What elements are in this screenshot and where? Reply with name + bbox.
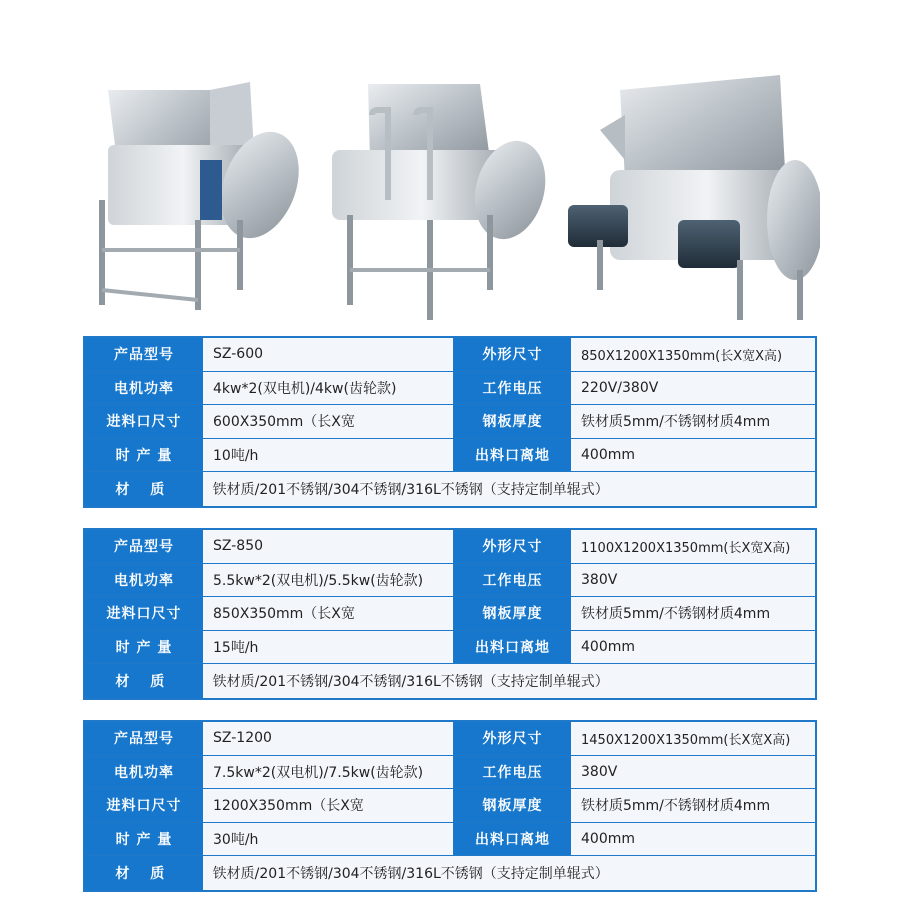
spec-table-sz-850: [83, 528, 817, 700]
spec-row: [85, 530, 815, 564]
spec-row: [85, 372, 815, 406]
value-size: 850X1200X1350mm(长X宽X高): [571, 338, 815, 371]
spec-row: [85, 597, 815, 631]
value-model: SZ-600: [203, 338, 453, 371]
spec-row: [85, 856, 815, 890]
label-outlet: 出料口离地: [453, 439, 571, 472]
label-material: 材 质: [85, 856, 203, 890]
label-voltage: 工作电压: [453, 756, 571, 789]
value-outlet: 400mm: [571, 823, 815, 856]
label-material: 材 质: [85, 664, 203, 698]
label-inlet: 进料口尺寸: [85, 597, 203, 630]
label-size: 外形尺寸: [453, 722, 571, 755]
label-motor: 电机功率: [85, 756, 203, 789]
value-voltage: 380V: [571, 756, 815, 789]
value-outlet: 400mm: [571, 439, 815, 472]
spec-row: [85, 631, 815, 665]
spec-row: [85, 439, 815, 473]
spec-table-sz-600: [83, 336, 817, 508]
value-voltage: 220V/380V: [571, 372, 815, 405]
label-size: 外形尺寸: [453, 530, 571, 563]
value-motor: 7.5kw*2(双电机)/7.5kw(齿轮款): [203, 756, 453, 789]
label-output: 时 产 量: [85, 823, 203, 856]
label-output: 时 产 量: [85, 631, 203, 664]
label-plate: 钢板厚度: [453, 597, 571, 630]
value-inlet: 850X350mm（长X宽: [203, 597, 453, 630]
value-output: 15吨/h: [203, 631, 453, 664]
label-model: 产品型号: [85, 530, 203, 563]
label-output: 时 产 量: [85, 439, 203, 472]
label-inlet: 进料口尺寸: [85, 405, 203, 438]
value-inlet: 600X350mm（长X宽: [203, 405, 453, 438]
value-material: 铁材质/201不锈钢/304不锈钢/316L不锈钢（支持定制单辊式）: [203, 664, 815, 698]
spec-row: [85, 564, 815, 598]
label-size: 外形尺寸: [453, 338, 571, 371]
machine-sz-1200-photo: [568, 75, 820, 320]
label-model: 产品型号: [85, 338, 203, 371]
label-voltage: 工作电压: [453, 564, 571, 597]
spec-row: [85, 472, 815, 506]
machine-sz-850-photo: [332, 84, 556, 320]
value-motor: 4kw*2(双电机)/4kw(齿轮款): [203, 372, 453, 405]
product-photos: [80, 20, 820, 330]
spec-row: [85, 756, 815, 790]
spec-table-sz-1200: [83, 720, 817, 892]
value-plate: 铁材质5mm/不锈钢材质4mm: [571, 405, 815, 438]
spec-row: [85, 664, 815, 698]
spec-row: [85, 405, 815, 439]
label-motor: 电机功率: [85, 564, 203, 597]
value-voltage: 380V: [571, 564, 815, 597]
value-plate: 铁材质5mm/不锈钢材质4mm: [571, 789, 815, 822]
spec-row: [85, 823, 815, 857]
value-motor: 5.5kw*2(双电机)/5.5kw(齿轮款): [203, 564, 453, 597]
value-material: 铁材质/201不锈钢/304不锈钢/316L不锈钢（支持定制单辊式）: [203, 472, 815, 506]
spec-row: [85, 789, 815, 823]
label-outlet: 出料口离地: [453, 823, 571, 856]
value-output: 10吨/h: [203, 439, 453, 472]
machine-photos-illustration: [80, 20, 820, 330]
label-motor: 电机功率: [85, 372, 203, 405]
label-plate: 钢板厚度: [453, 405, 571, 438]
value-model: SZ-1200: [203, 722, 453, 755]
label-plate: 钢板厚度: [453, 789, 571, 822]
label-model: 产品型号: [85, 722, 203, 755]
label-outlet: 出料口离地: [453, 631, 571, 664]
value-model: SZ-850: [203, 530, 453, 563]
value-inlet: 1200X350mm（长X宽: [203, 789, 453, 822]
label-inlet: 进料口尺寸: [85, 789, 203, 822]
value-size: 1100X1200X1350mm(长X宽X高): [571, 530, 815, 563]
value-output: 30吨/h: [203, 823, 453, 856]
machine-sz-600-photo: [102, 82, 313, 310]
value-plate: 铁材质5mm/不锈钢材质4mm: [571, 597, 815, 630]
value-outlet: 400mm: [571, 631, 815, 664]
label-voltage: 工作电压: [453, 372, 571, 405]
value-material: 铁材质/201不锈钢/304不锈钢/316L不锈钢（支持定制单辊式）: [203, 856, 815, 890]
value-size: 1450X1200X1350mm(长X宽X高): [571, 722, 815, 755]
spec-row: [85, 338, 815, 372]
spec-row: [85, 722, 815, 756]
label-material: 材 质: [85, 472, 203, 506]
